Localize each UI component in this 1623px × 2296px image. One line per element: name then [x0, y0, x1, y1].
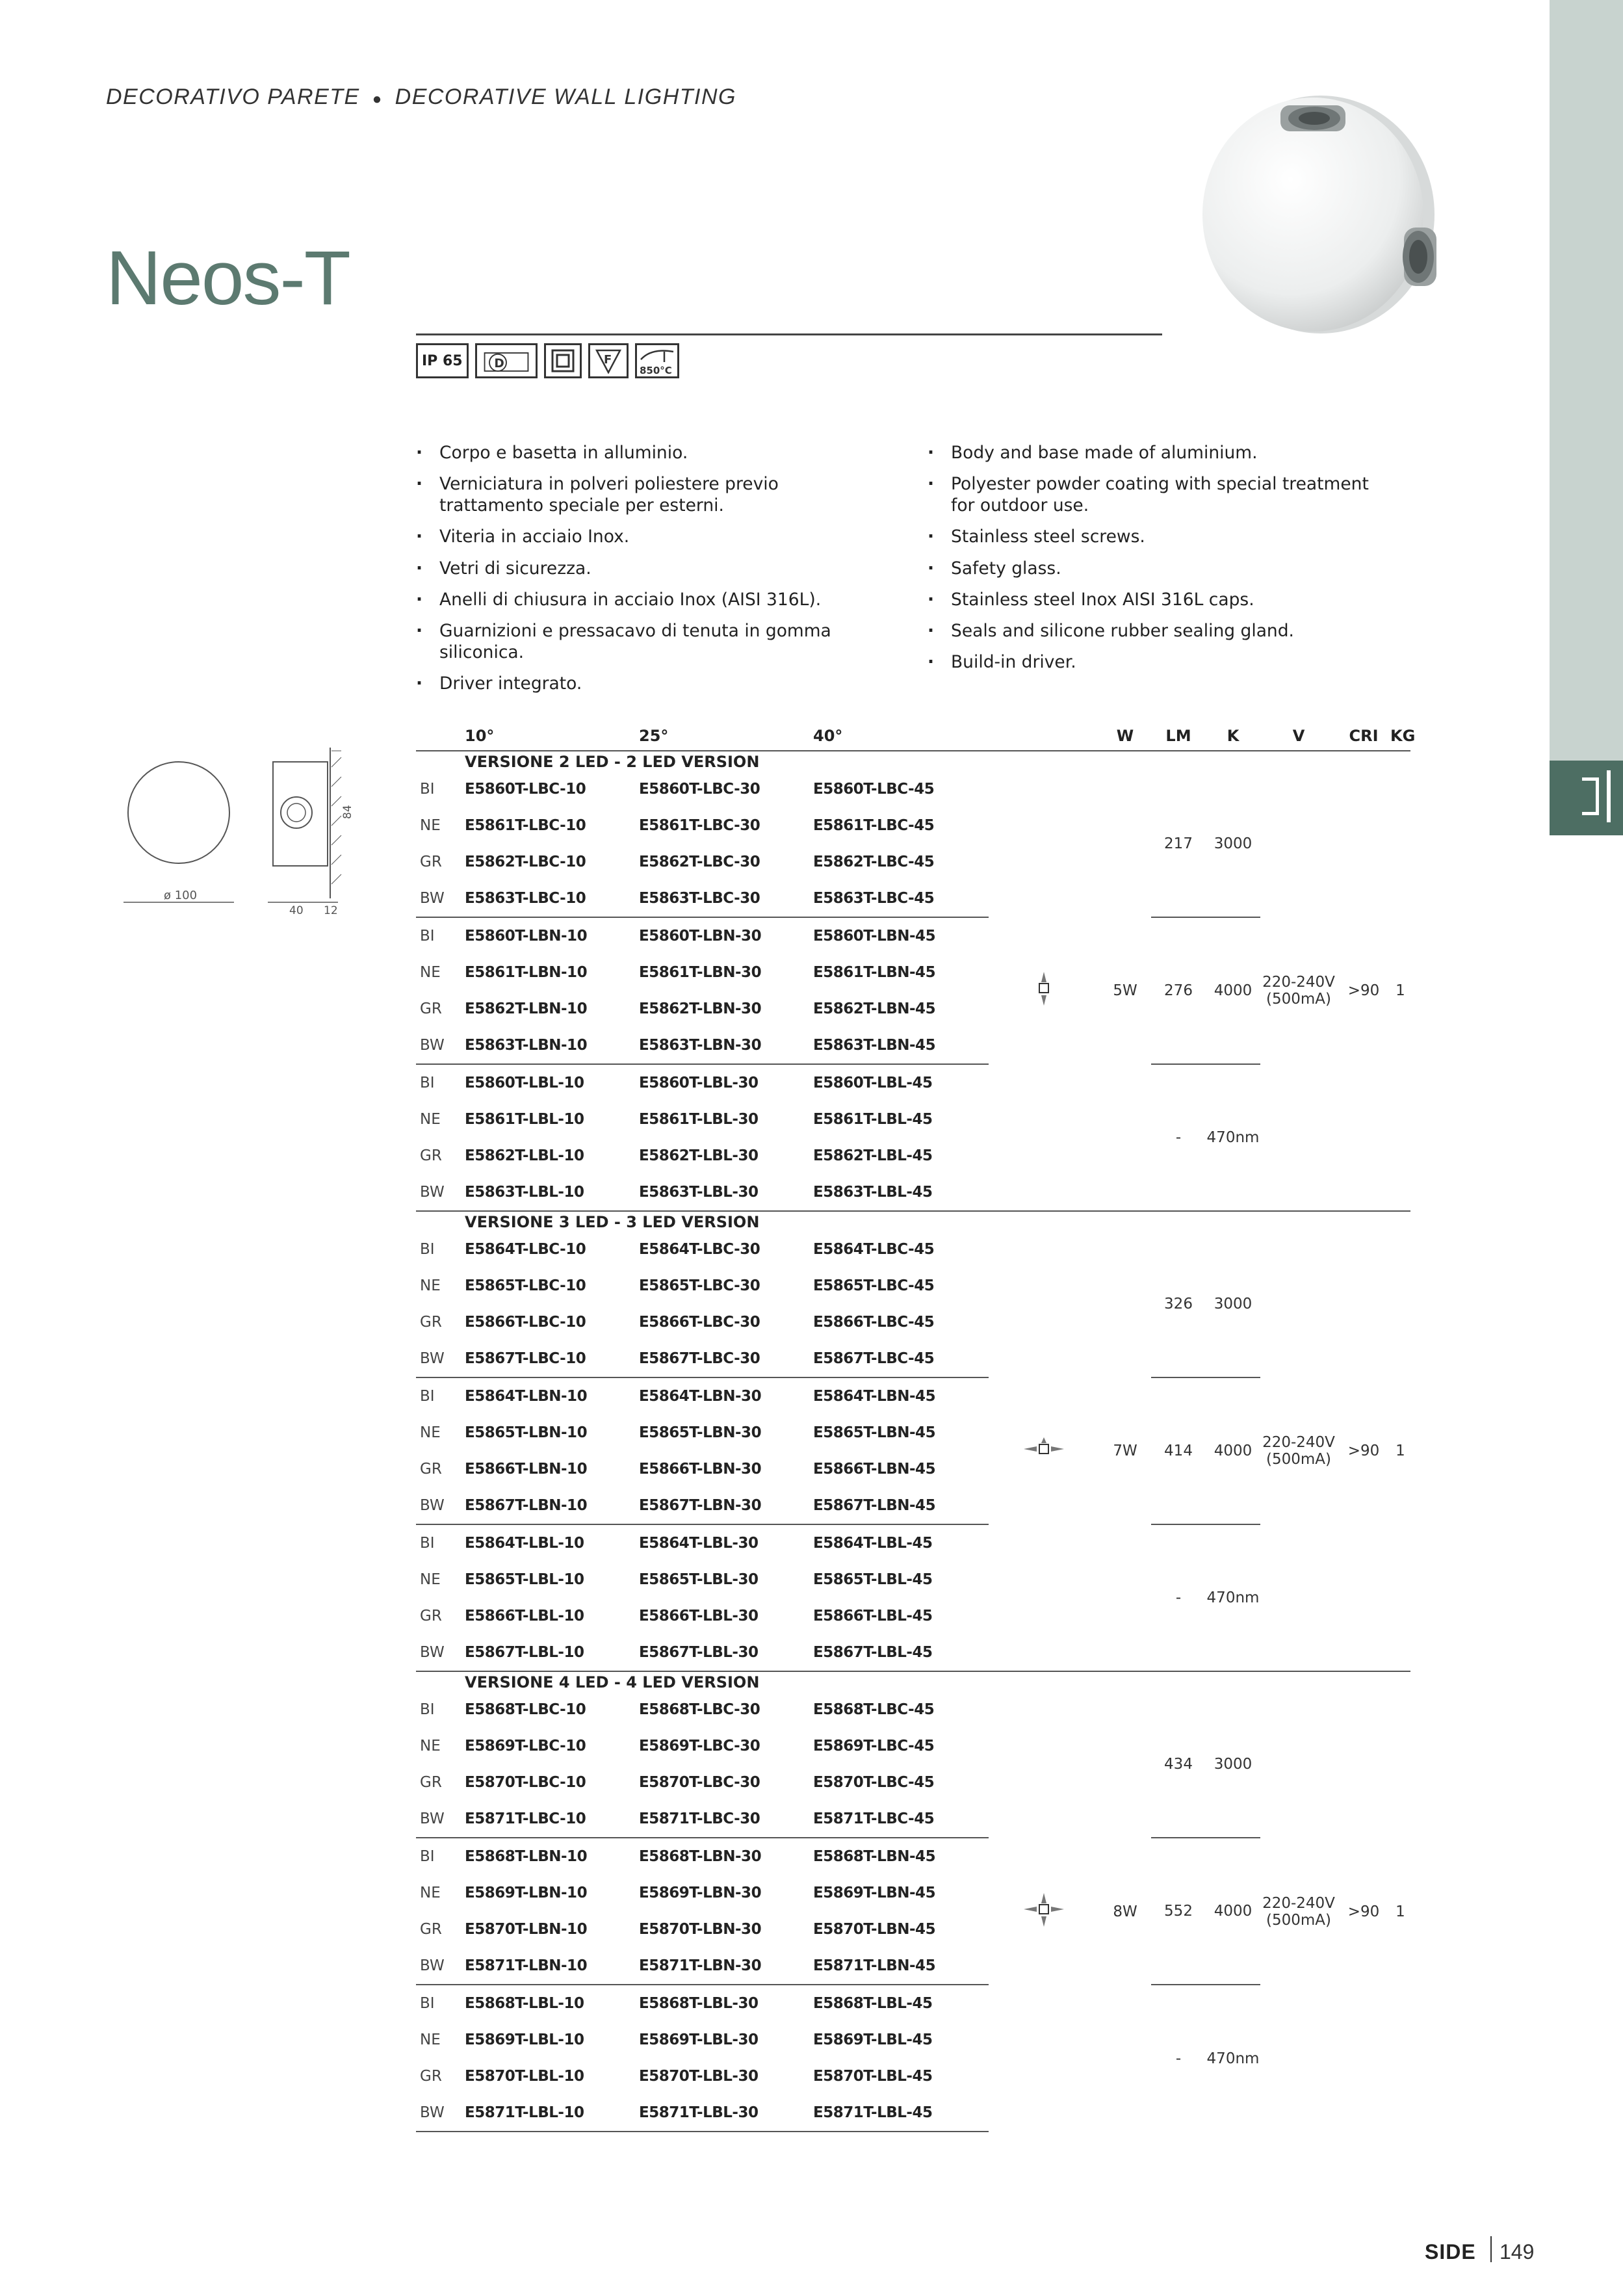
- header-25deg: 25°: [639, 722, 813, 751]
- header-10deg: 10°: [465, 722, 639, 751]
- product-code-table: [416, 722, 1416, 2132]
- svg-text:F: F: [603, 353, 612, 367]
- lumen-value: 414: [1151, 1377, 1206, 1524]
- product-code: E5864T-LBL-10: [465, 1535, 584, 1552]
- product-code: E5870T-LBC-45: [813, 1774, 935, 1791]
- product-code: E5864T-LBN-30: [639, 1388, 762, 1405]
- product-code: E5860T-LBL-45: [813, 1075, 933, 1091]
- product-code: E5862T-LBC-10: [465, 854, 586, 870]
- product-code: E5868T-LBL-10: [465, 1995, 584, 2012]
- finish-code: BW: [416, 1174, 465, 1211]
- product-code: E5866T-LBN-45: [813, 1461, 936, 1478]
- feature-item: · Build-in driver.: [928, 651, 1396, 673]
- certification-icons: [416, 343, 679, 378]
- product-code: E5866T-LBL-10: [465, 1608, 584, 1624]
- product-code: E5862T-LBN-30: [639, 1000, 762, 1017]
- f-mark-icon: [588, 343, 629, 378]
- lumen-value: -: [1151, 1064, 1206, 1211]
- lumen-value: 326: [1151, 1231, 1206, 1377]
- voltage-range: 220-240V: [1262, 974, 1335, 991]
- lumen-value: -: [1151, 1524, 1206, 1671]
- table-header-row: [416, 722, 1410, 751]
- finish-code: GR: [420, 2068, 442, 2085]
- product-code: E5860T-LBL-30: [639, 1075, 759, 1091]
- product-code: E5860T-LBN-10: [465, 928, 588, 945]
- product-code: E5863T-LBC-30: [639, 880, 813, 917]
- eyebrow-separator: ●: [372, 90, 383, 108]
- product-code: E5860T-LBL-10: [465, 1075, 584, 1091]
- finish-code: BI: [420, 1701, 435, 1718]
- feature-item: · Corpo e basetta in alluminio.: [416, 442, 884, 463]
- product-code: E5871T-LBN-45: [813, 1948, 989, 1985]
- product-code: E5867T-LBL-30: [639, 1634, 813, 1671]
- header-led-icon: [989, 722, 1099, 751]
- product-code: E5871T-LBC-45: [813, 1801, 989, 1838]
- product-code: E5861T-LBN-10: [465, 964, 588, 981]
- product-code: E5870T-LBN-45: [813, 1921, 936, 1938]
- finish-code: NE: [420, 1885, 441, 1901]
- product-code: E5871T-LBN-10: [465, 1948, 639, 1985]
- svg-text:850°C: 850°C: [639, 365, 672, 376]
- product-code: E5865T-LBC-30: [639, 1277, 760, 1294]
- product-code: E5861T-LBN-45: [813, 964, 936, 981]
- product-code: E5861T-LBC-45: [813, 817, 935, 834]
- svg-text:84: 84: [341, 805, 354, 819]
- table-row: [416, 771, 1410, 807]
- kelvin-value: 4000: [1206, 1838, 1260, 1985]
- led-layout-icon: [989, 1231, 1099, 1671]
- product-code: E5868T-LBC-10: [465, 1701, 586, 1718]
- product-code: E5867T-LBL-45: [813, 1634, 989, 1671]
- ip65-icon: IP 65: [416, 343, 469, 378]
- lumen-value: 552: [1151, 1838, 1206, 1985]
- header-watt: W: [1099, 722, 1151, 751]
- voltage-current: (500mA): [1266, 1911, 1331, 1929]
- finish-code: BI: [420, 1995, 435, 2012]
- product-code: E5860T-LBC-30: [639, 781, 760, 798]
- product-code: E5868T-LBN-30: [639, 1848, 762, 1865]
- voltage-range: 220-240V: [1262, 1894, 1335, 1912]
- product-code: E5869T-LBC-10: [465, 1738, 586, 1755]
- product-code: E5870T-LBL-10: [465, 2068, 584, 2085]
- footer-divider: [1490, 2236, 1492, 2262]
- title-rule: [416, 333, 1162, 335]
- feature-item: · Anelli di chiusura in acciaio Inox (AISI 316L).: [416, 589, 884, 610]
- weight-value: 1: [1390, 1231, 1410, 1671]
- product-code: E5871T-LBL-45: [813, 2094, 989, 2132]
- svg-text:40: 40: [289, 904, 304, 917]
- product-code: E5865T-LBN-10: [465, 1424, 588, 1441]
- product-code: E5864T-LBN-10: [465, 1388, 588, 1405]
- product-code: E5869T-LBN-10: [465, 1885, 588, 1901]
- product-code: E5861T-LBN-30: [639, 964, 762, 981]
- finish-code: GR: [420, 1461, 442, 1478]
- product-code: E5865T-LBC-10: [465, 1277, 586, 1294]
- eyebrow-italian: DECORATIVO PARETE: [106, 85, 360, 109]
- finish-code: NE: [420, 2031, 441, 2048]
- version-row: [416, 1211, 1410, 1231]
- finish-code: BI: [420, 1075, 435, 1091]
- kelvin-value: 3000: [1206, 771, 1260, 917]
- finish-code: NE: [420, 1424, 441, 1441]
- product-code: E5865T-LBN-45: [813, 1424, 936, 1441]
- feature-item: · Safety glass.: [928, 558, 1396, 579]
- finish-code: BW: [416, 880, 465, 917]
- finish-code: BI: [420, 928, 435, 945]
- finish-code: BW: [416, 1487, 465, 1524]
- product-code: E5866T-LBL-45: [813, 1608, 933, 1624]
- weight-value: 1: [1396, 1903, 1405, 1920]
- finish-code: NE: [420, 1277, 441, 1294]
- wattage: 8W: [1113, 1903, 1137, 1920]
- product-code: E5867T-LBN-45: [813, 1487, 989, 1524]
- product-photo: [1189, 91, 1462, 364]
- product-code: E5868T-LBL-30: [639, 1995, 759, 2012]
- product-code: E5864T-LBN-45: [813, 1388, 936, 1405]
- product-code: E5870T-LBL-30: [639, 2068, 759, 2085]
- feature-item: · Stainless steel Inox AISI 316L caps.: [928, 589, 1396, 610]
- product-code: E5869T-LBL-30: [639, 2031, 759, 2048]
- led-layout-icon: [989, 1691, 1099, 2132]
- cri-value: >90: [1337, 771, 1390, 1211]
- voltage-value: [1260, 1231, 1337, 1671]
- product-code: E5868T-LBN-10: [465, 1848, 588, 1865]
- glow-wire-icon: [635, 343, 679, 378]
- cri-value: >90: [1337, 1231, 1390, 1671]
- finish-code: BI: [420, 781, 435, 798]
- product-code: E5866T-LBC-10: [465, 1314, 586, 1331]
- lumen-value: -: [1175, 2050, 1182, 2067]
- kelvin-value: 4000: [1206, 1377, 1260, 1524]
- version-row: [416, 1671, 1410, 1691]
- product-code: E5860T-LBC-10: [465, 781, 586, 798]
- product-code: E5861T-LBL-45: [813, 1111, 933, 1128]
- product-code: E5869T-LBL-45: [813, 2031, 933, 2048]
- version-title: VERSIONE 2 LED - 2 LED VERSION: [465, 753, 760, 771]
- header-lumen: LM: [1151, 722, 1206, 751]
- version-spacer: [416, 1211, 465, 1231]
- kelvin-value: 3000: [1206, 1691, 1260, 1838]
- product-code: E5863T-LBN-10: [465, 1027, 639, 1064]
- product-code: E5862T-LBN-45: [813, 1000, 936, 1017]
- finish-code: BI: [420, 1535, 435, 1552]
- product-code: E5868T-LBL-45: [813, 1995, 933, 2012]
- feature-item: · Verniciatura in polveri poliestere previo trattamento speciale per esterni.: [416, 473, 884, 516]
- category-eyebrow: [106, 85, 736, 110]
- side-color-band: [1550, 0, 1623, 767]
- finish-code: GR: [420, 1921, 442, 1938]
- product-code: E5866T-LBC-45: [813, 1314, 935, 1331]
- lumen-value: 276: [1151, 917, 1206, 1064]
- wattage: 5W: [1099, 771, 1151, 1211]
- header-finish: [416, 722, 465, 751]
- finish-code: BI: [420, 1388, 435, 1405]
- product-code: E5869T-LBC-45: [813, 1738, 935, 1755]
- technical-drawing: [117, 748, 357, 923]
- finish-code: NE: [420, 1111, 441, 1128]
- version-row: [416, 751, 1410, 771]
- feature-item: · Polyester powder coating with special treatment for outdoor use.: [928, 473, 1396, 516]
- product-code: E5869T-LBN-30: [639, 1885, 762, 1901]
- feature-item: · Viteria in acciaio Inox.: [416, 526, 884, 547]
- finish-code: NE: [420, 1738, 441, 1755]
- finish-code: GR: [420, 1774, 442, 1791]
- product-code: E5867T-LBC-10: [465, 1340, 639, 1377]
- feature-item: · Driver integrato.: [416, 673, 884, 694]
- product-code: E5863T-LBL-45: [813, 1174, 989, 1211]
- svg-text:ø 100: ø 100: [164, 889, 198, 902]
- product-code: E5867T-LBL-10: [465, 1634, 639, 1671]
- product-code: E5860T-LBN-30: [639, 928, 762, 945]
- finish-code: NE: [420, 1571, 441, 1588]
- product-code: E5871T-LBC-10: [465, 1801, 639, 1838]
- wall-lighting-icon-bar: [1607, 770, 1611, 822]
- kelvin-value: 3000: [1206, 1231, 1260, 1377]
- lumen-value: 434: [1151, 1691, 1206, 1838]
- voltage-value: [1260, 1691, 1337, 2132]
- kelvin-value: 470nm: [1206, 1064, 1260, 1211]
- finish-code: GR: [420, 1147, 442, 1164]
- product-code: E5868T-LBC-45: [813, 1701, 935, 1718]
- product-code: E5866T-LBL-30: [639, 1608, 759, 1624]
- product-code: E5863T-LBN-45: [813, 1027, 989, 1064]
- finish-code: GR: [420, 1314, 442, 1331]
- feature-item: · Stainless steel screws.: [928, 526, 1396, 547]
- eyebrow-english: DECORATIVE WALL LIGHTING: [395, 85, 736, 109]
- product-code: E5870T-LBC-10: [465, 1774, 586, 1791]
- version-title: VERSIONE 4 LED - 4 LED VERSION: [465, 1673, 760, 1691]
- header-kg: KG: [1390, 722, 1410, 751]
- finish-code: BW: [416, 1801, 465, 1838]
- voltage-value: [1260, 771, 1337, 1211]
- voltage-range: 220-240V: [1262, 1434, 1335, 1451]
- product-code: E5867T-LBC-30: [639, 1340, 813, 1377]
- svg-text:12: 12: [324, 904, 338, 917]
- product-code: E5862T-LBC-45: [813, 854, 935, 870]
- product-code: E5864T-LBC-45: [813, 1241, 935, 1258]
- version-spacer: [416, 1671, 465, 1691]
- table-row: [416, 1231, 1410, 1268]
- kelvin-value: 470nm: [1206, 2050, 1260, 2067]
- d-mark-icon: [475, 343, 538, 378]
- product-code: E5871T-LBL-10: [465, 2094, 639, 2132]
- header-cri: CRI: [1337, 722, 1390, 751]
- product-code: E5862T-LBL-30: [639, 1147, 759, 1164]
- product-code: E5861T-LBL-10: [465, 1111, 584, 1128]
- product-code: E5863T-LBL-30: [639, 1174, 813, 1211]
- product-code: E5863T-LBC-10: [465, 880, 639, 917]
- version-title: VERSIONE 3 LED - 3 LED VERSION: [465, 1213, 760, 1231]
- finish-code: GR: [420, 1000, 442, 1017]
- product-code: E5861T-LBL-30: [639, 1111, 759, 1128]
- product-code: E5865T-LBC-45: [813, 1277, 935, 1294]
- feature-item: · Body and base made of aluminium.: [928, 442, 1396, 463]
- version-spacer: [416, 751, 465, 771]
- features-english: [928, 442, 1396, 683]
- product-code: E5865T-LBL-45: [813, 1571, 933, 1588]
- finish-code: BI: [420, 1241, 435, 1258]
- features-italian: [416, 442, 884, 704]
- product-code: E5870T-LBN-30: [639, 1921, 762, 1938]
- table-row: [416, 1691, 1410, 1728]
- wattage: 7W: [1099, 1231, 1151, 1671]
- product-title: Neos-T: [106, 235, 350, 321]
- product-code: E5861T-LBC-10: [465, 817, 586, 834]
- led-layout-icon: [989, 771, 1099, 1211]
- kelvin-value: 4000: [1206, 917, 1260, 1064]
- product-code: E5861T-LBC-30: [639, 817, 760, 834]
- finish-code: GR: [420, 1608, 442, 1624]
- product-code: E5864T-LBL-30: [639, 1535, 759, 1552]
- finish-code: NE: [420, 964, 441, 981]
- product-code: E5864T-LBC-30: [639, 1241, 760, 1258]
- header-voltage: V: [1260, 722, 1337, 751]
- product-code: E5864T-LBL-45: [813, 1535, 933, 1552]
- product-code: E5869T-LBN-45: [813, 1885, 936, 1901]
- product-code: E5864T-LBC-10: [465, 1241, 586, 1258]
- product-code: E5868T-LBC-30: [639, 1701, 760, 1718]
- product-code: E5866T-LBN-30: [639, 1461, 762, 1478]
- product-code: E5870T-LBL-45: [813, 2068, 933, 2085]
- footer-brand: SIDE: [1425, 2240, 1476, 2263]
- product-code: E5865T-LBN-30: [639, 1424, 762, 1441]
- product-code: E5870T-LBN-10: [465, 1921, 588, 1938]
- finish-code: BW: [416, 1027, 465, 1064]
- finish-code: GR: [420, 854, 442, 870]
- product-code: E5868T-LBN-45: [813, 1848, 936, 1865]
- finish-code: BI: [420, 1848, 435, 1865]
- product-code: E5869T-LBL-10: [465, 2031, 584, 2048]
- wall-lighting-icon: [1582, 777, 1599, 815]
- kelvin-value: 470nm: [1206, 1524, 1260, 1671]
- product-code: E5866T-LBC-30: [639, 1314, 760, 1331]
- product-code: E5871T-LBL-30: [639, 2094, 813, 2132]
- svg-text:D: D: [494, 357, 504, 371]
- product-code: E5862T-LBL-10: [465, 1147, 584, 1164]
- weight-value: 1: [1390, 771, 1410, 1211]
- product-code: E5863T-LBL-10: [465, 1174, 639, 1211]
- product-code: E5871T-LBC-30: [639, 1801, 813, 1838]
- product-code: E5870T-LBC-30: [639, 1774, 760, 1791]
- product-code: E5862T-LBN-10: [465, 1000, 588, 1017]
- product-code: E5867T-LBC-45: [813, 1340, 989, 1377]
- voltage-current: (500mA): [1266, 1451, 1331, 1468]
- product-code: E5865T-LBL-10: [465, 1571, 584, 1588]
- product-code: E5863T-LBC-45: [813, 880, 989, 917]
- finish-code: BW: [416, 1634, 465, 1671]
- product-code: E5867T-LBN-10: [465, 1487, 639, 1524]
- finish-code: BW: [416, 1340, 465, 1377]
- page-number: 149: [1500, 2240, 1535, 2263]
- finish-code: BW: [416, 1948, 465, 1985]
- product-code: E5860T-LBC-45: [813, 781, 935, 798]
- product-code: E5867T-LBN-30: [639, 1487, 813, 1524]
- product-code: E5863T-LBN-30: [639, 1027, 813, 1064]
- product-code: E5871T-LBN-30: [639, 1948, 813, 1985]
- product-code: E5862T-LBC-30: [639, 854, 760, 870]
- product-code: E5860T-LBN-45: [813, 928, 936, 945]
- finish-code: BW: [416, 2094, 465, 2132]
- finish-code: NE: [420, 817, 441, 834]
- product-code: E5869T-LBC-30: [639, 1738, 760, 1755]
- product-code: E5866T-LBN-10: [465, 1461, 588, 1478]
- product-code: E5865T-LBL-30: [639, 1571, 759, 1588]
- feature-item: · Seals and silicone rubber sealing gland.: [928, 620, 1396, 642]
- product-code: E5862T-LBL-45: [813, 1147, 933, 1164]
- feature-item: · Vetri di sicurezza.: [416, 558, 884, 579]
- cri-value: >90: [1347, 1903, 1380, 1920]
- header-kelvin: K: [1206, 722, 1260, 751]
- header-40deg: 40°: [813, 722, 989, 751]
- feature-item: · Guarnizioni e pressacavo di tenuta in gomma siliconica.: [416, 620, 884, 663]
- class-ii-icon: [544, 343, 582, 378]
- lumen-value: 217: [1151, 771, 1206, 917]
- voltage-current: (500mA): [1266, 991, 1331, 1008]
